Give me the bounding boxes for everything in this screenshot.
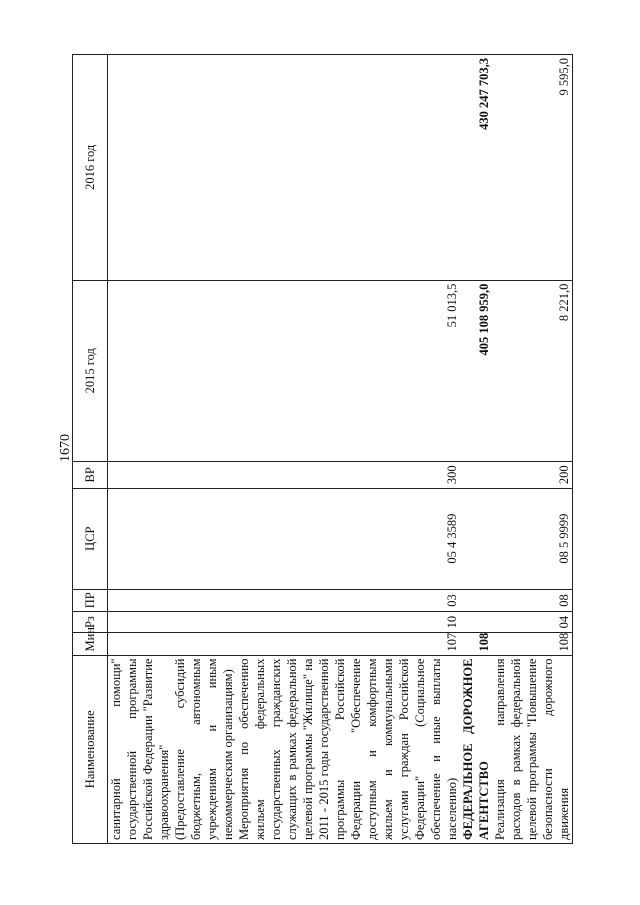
header-pr: ПР: [73, 589, 108, 612]
row-rz: 04: [492, 612, 573, 633]
row-2016: 9 595,0: [492, 55, 573, 281]
row-pr: [460, 589, 492, 612]
row-name: ФЕДЕРАЛЬНОЕ ДОРОЖНОЕ АГЕНТСТВО: [460, 655, 492, 843]
row-min: 107: [236, 632, 460, 655]
row-2015: 51 013,5: [236, 280, 460, 461]
row-rz: [460, 612, 492, 633]
row-name: Мероприятия по обеспечению жильем федеральных государственных гражданских служащих в рамках федеральной целевой программы "Жилище" на 2011 - 2015 годы государственной программы Российской Федерации "Обеспечение доступным и комфортным жильем и коммунальными услугами граждан Российской Федерации" (Социальное обеспечение и иные выплаты населению): [236, 655, 460, 843]
header-csr: ЦСР: [73, 488, 108, 589]
rotated-page-content: [72, 54, 608, 844]
budget-table: [72, 54, 573, 844]
table-header-row: [73, 55, 108, 844]
header-min: Мин: [73, 632, 108, 655]
row-pr: 03: [236, 589, 460, 612]
header-rz: Рз: [73, 612, 108, 633]
header-name: Наименование: [73, 655, 108, 843]
row-2015: [108, 280, 237, 461]
header-2016: 2016 год: [73, 55, 108, 281]
row-min: 108: [460, 632, 492, 655]
row-csr: 08 5 9999: [492, 488, 573, 589]
row-csr: 05 4 3589: [236, 488, 460, 589]
row-rz: 10: [236, 612, 460, 633]
page-number: 1670: [58, 434, 73, 462]
row-csr: [108, 488, 237, 589]
row-csr: [460, 488, 492, 589]
row-2015: 8 221,0: [492, 280, 573, 461]
row-vr: [108, 461, 237, 488]
table-row: [236, 55, 460, 844]
header-2015: 2015 год: [73, 280, 108, 461]
row-rz: [108, 612, 237, 633]
header-vr: ВР: [73, 461, 108, 488]
row-2015: 405 108 959,0: [460, 280, 492, 461]
table-row: [108, 55, 237, 844]
row-name: Реализация направления расходов в рамках федеральной целевой программы "Повышение безопасности дорожного движения: [492, 655, 573, 843]
row-name: санитарной помощи" государственной программы Российской Федерации "Развитие здравоохранения" (Предоставление субсидий бюджетным, автономным учреждениям и иным некоммерческим организациям): [108, 655, 237, 843]
row-2016: 430 247 703,3: [460, 55, 492, 281]
row-vr: [460, 461, 492, 488]
row-2016: [236, 55, 460, 281]
table-row: [492, 55, 573, 844]
row-2016: [108, 55, 237, 281]
row-pr: [108, 589, 237, 612]
row-vr: 300: [236, 461, 460, 488]
table-row-agency: [460, 55, 492, 844]
row-min: [108, 632, 237, 655]
row-pr: 08: [492, 589, 573, 612]
row-min: 108: [492, 632, 573, 655]
row-vr: 200: [492, 461, 573, 488]
